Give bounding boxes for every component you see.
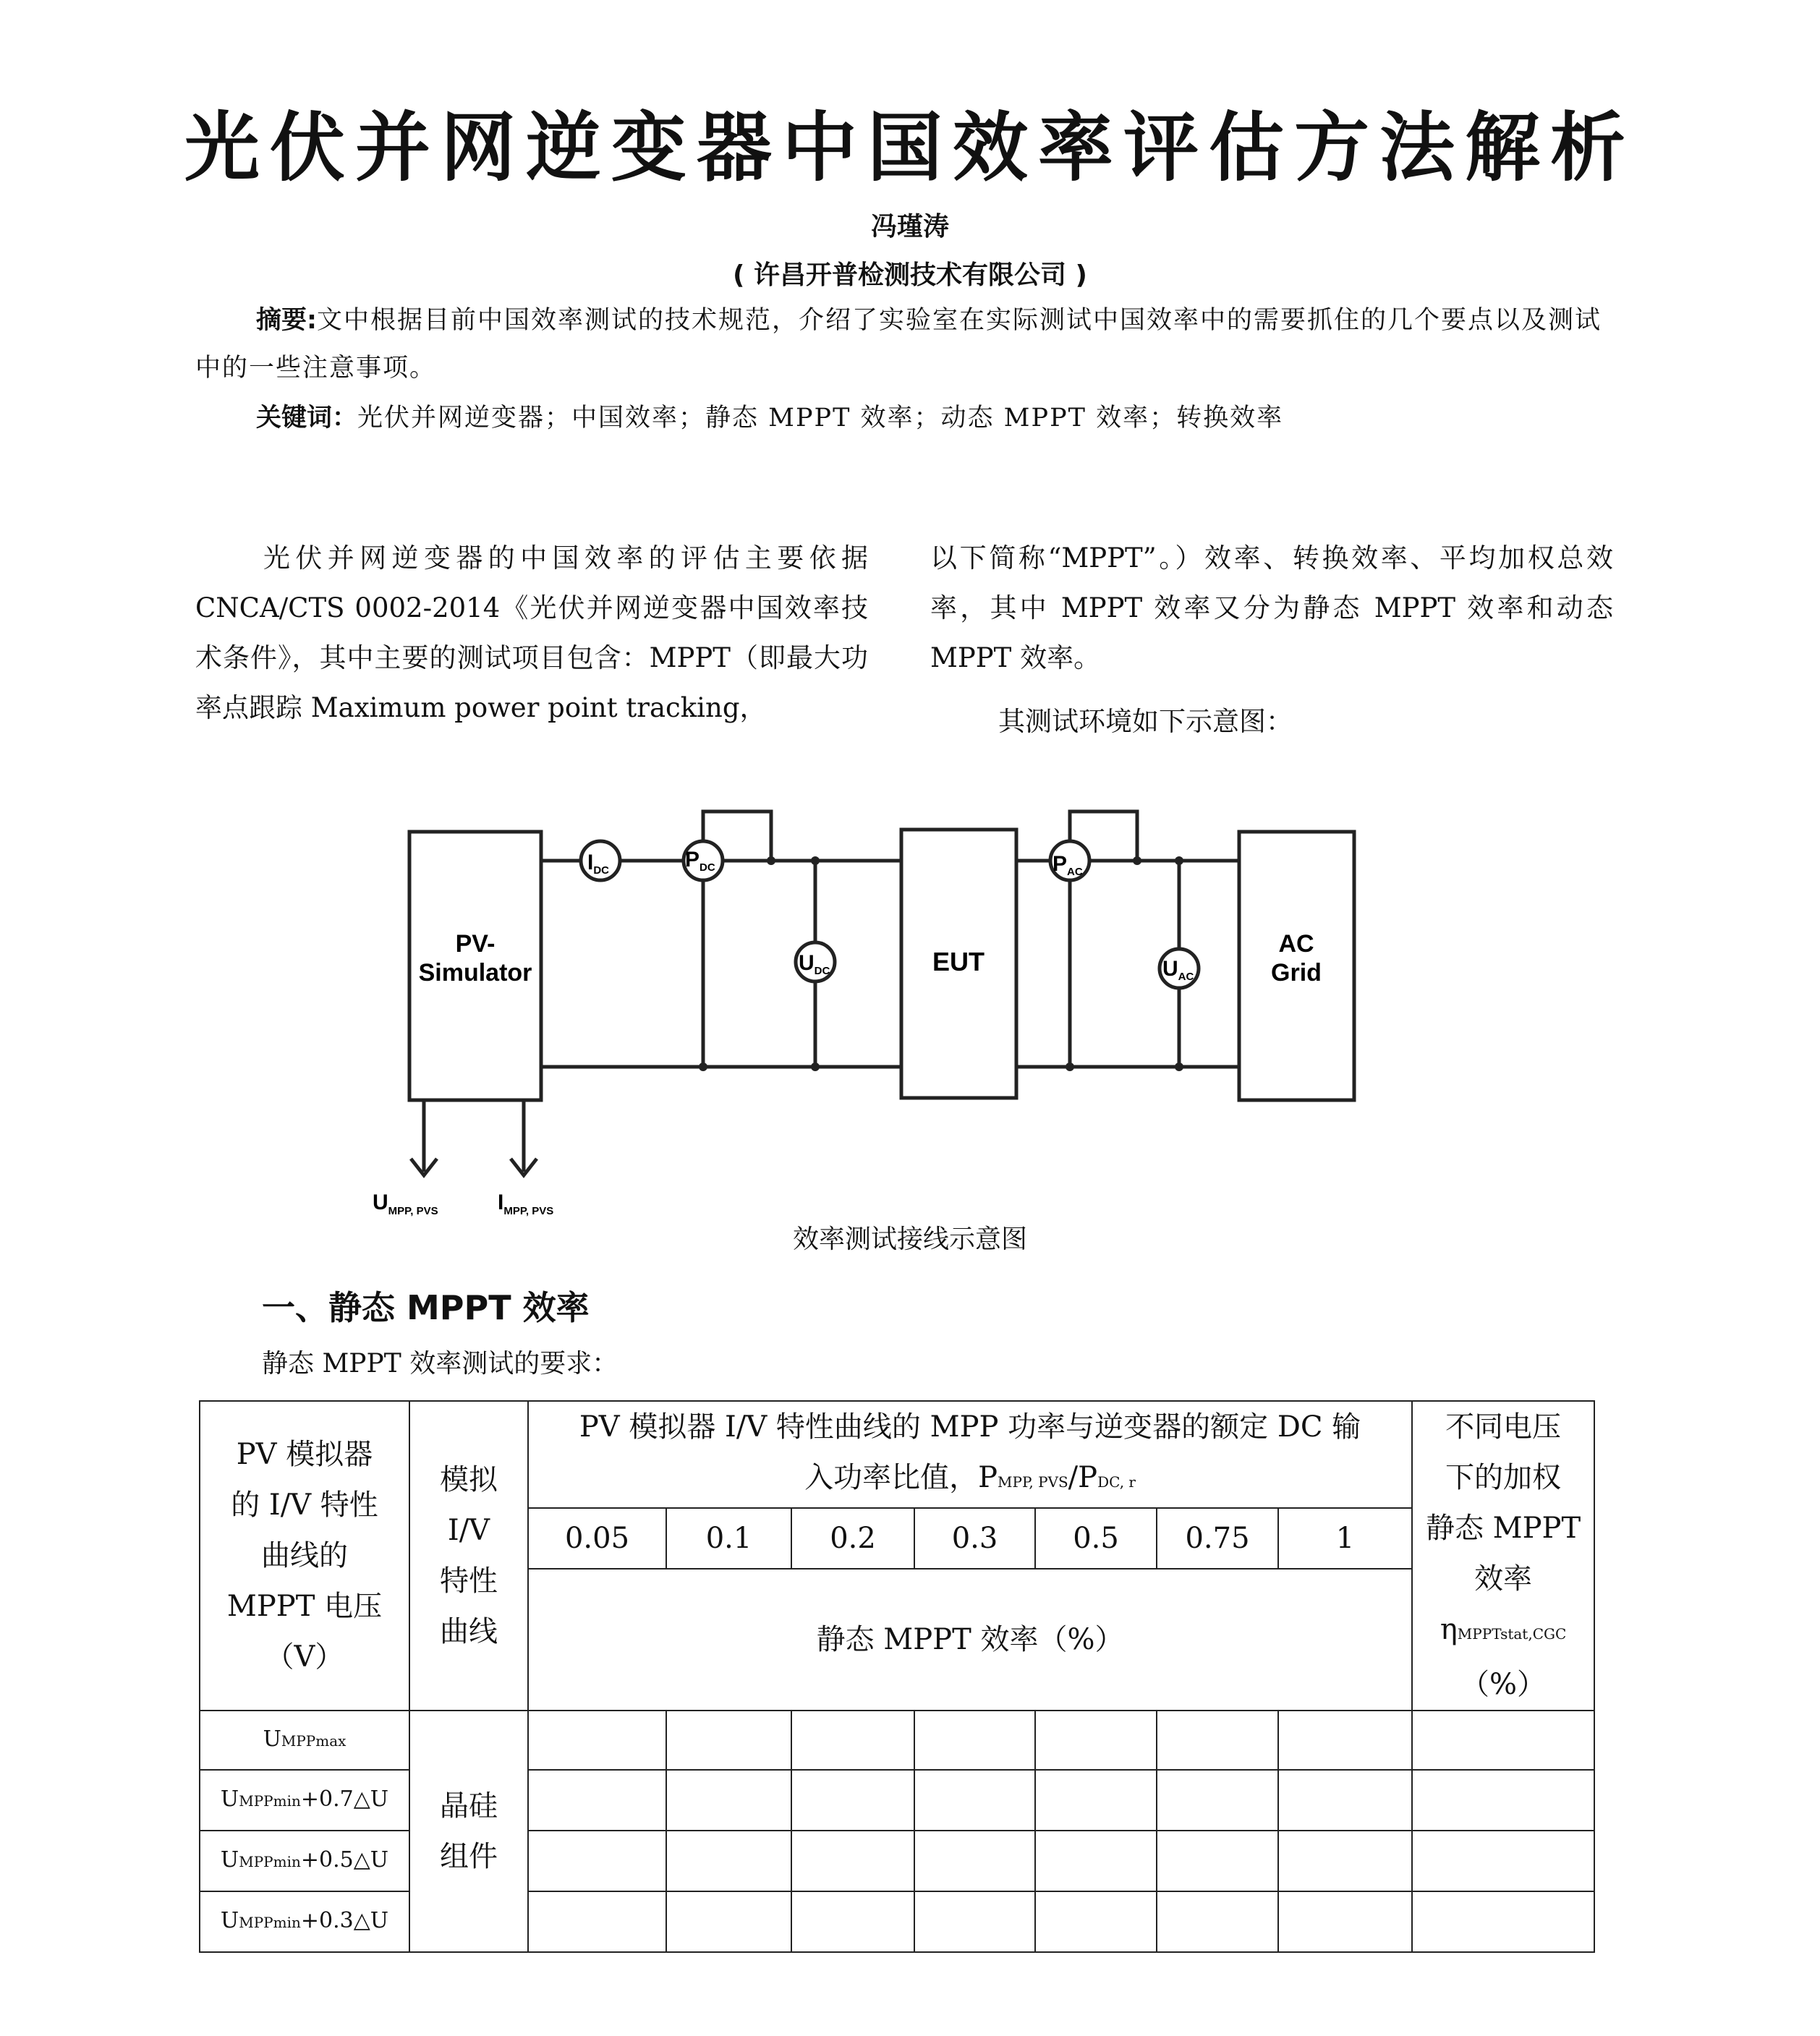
efficiency-label-cell: 静态 MPPT 效率（%） [528,1569,1412,1711]
uac-label: $U_{AC}$ [1162,957,1194,983]
abstract-text: 文中根据目前中国效率测试的技术规范，介绍了实验室在实际测试中国效率中的需要抓住的几个要点以及测试中的一些注意事项。 [195,306,1602,383]
pv-simulator-label: PV- [455,930,496,958]
pdc-label: $P_{DC}$ [685,848,715,874]
ac-grid-label: AC [1278,930,1314,958]
abstract-label: 摘要: [256,306,317,335]
table-row-label: UMPPmin+0.3△U [200,1891,409,1952]
ratio-cell: 0.1 [666,1508,791,1569]
body-left-column [195,533,868,733]
keywords-label: 关键词： [256,404,358,433]
pac-label: $P_{AC}$ [1053,852,1083,878]
section-heading: 一、静态 MPPT 效率 [262,1288,590,1327]
author-affiliation: ( 许昌开普检测技术有限公司 ) [733,260,1087,290]
static-mppt-table [199,1400,1595,1953]
pv-simulator-label-2: Simulator [418,959,532,987]
mppt-voltage-header: PV 模拟器 的 I/V 特性 曲线的 MPPT 电压 （V） [200,1401,409,1711]
udc-label: $U_{DC}$ [799,951,830,977]
abstract [195,297,1606,392]
table-row-label: UMPPmin+0.7△U [200,1770,409,1831]
body-paragraph: 光伏并网逆变器的中国效率的评估主要依据 CNCA/CTS 0002-2014《光伏并网逆变器中国效率技术条件》，其中主要的测试项目包含：MPPT（即最大功率点跟踪 Maximum power point tracking， [195,542,868,723]
keywords [256,394,1602,442]
ratio-cell: 0.05 [528,1508,666,1569]
body-paragraph-continued: 以下简称“MPPT”。）效率、转换效率、平均加权总效率，其中 MPPT 效率又分为静态 MPPT 效率和动态 MPPT 效率。 [930,542,1613,673]
figure-caption: 效率测试接线示意图 [792,1224,1027,1254]
test-setup-diagram [362,792,1374,1226]
ratio-cell: 0.5 [1035,1508,1157,1569]
impp-output-label: $I_{MPP, PVS}$ [498,1190,554,1217]
ratio-cell: 0.2 [791,1508,914,1569]
keywords-text: 光伏并网逆变器；中国效率；静态 MPPT 效率；动态 MPPT 效率；转换效率 [357,404,1284,433]
author-name: 冯瑾涛 [870,212,949,242]
requirement-text: 静态 MPPT 效率测试的要求： [262,1349,618,1379]
idc-label: $I_{DC}$ [587,851,610,877]
eut-label: EUT [932,947,985,976]
ac-grid-label-2: Grid [1271,959,1322,987]
umpp-output-label: $U_{MPP, PVS}$ [373,1190,438,1217]
ratio-cell: 0.75 [1157,1508,1278,1569]
ratio-cell: 1 [1278,1508,1412,1569]
power-ratio-header: PV 模拟器 I/V 特性曲线的 MPP 功率与逆变器的额定 DC 输 入功率比值，PMPP, PVS/PDC, r [528,1401,1412,1508]
curve-type-cell: 晶硅 组件 [409,1711,528,1952]
ratio-cell: 0.3 [914,1508,1035,1569]
weighted-efficiency-header: 不同电压 下的加权 静态 MPPT 效率 ηMPPTstat,CGC （%） [1412,1401,1594,1711]
iv-curve-header: 模拟 I/V 特性 曲线 [409,1401,528,1711]
table-row-label: UMPPmax [200,1711,409,1770]
table-row-label: UMPPmin+0.5△U [200,1831,409,1891]
figure-intro-text: 其测试环境如下示意图： [998,706,1293,737]
paper-title: 光伏并网逆变器中国效率评估方法解析 [184,103,1636,192]
body-right-column [930,533,1613,746]
